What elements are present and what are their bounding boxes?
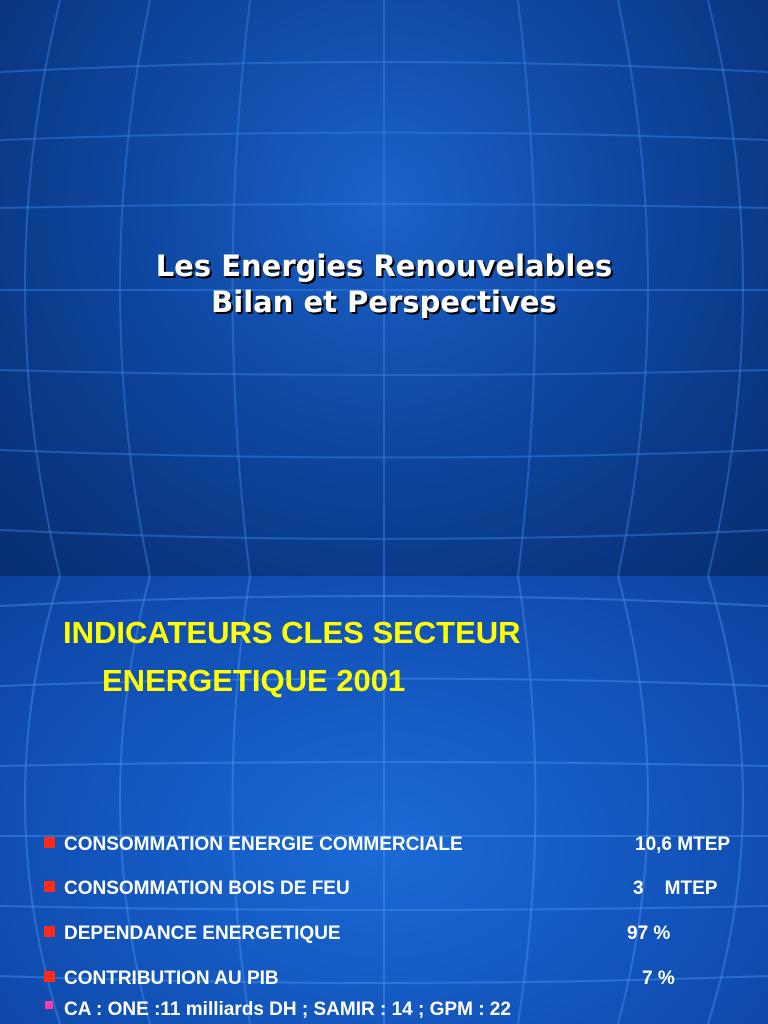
section-title-line-1: INDICATEURS CLES SECTEUR	[63, 615, 521, 650]
item-label: DEPENDANCE ENERGETIQUE	[64, 923, 341, 944]
list-item	[0, 968, 768, 994]
item-label: CA : ONE :11 milliards DH ; SAMIR : 14 ; GPM : 22	[64, 999, 511, 1020]
list-item	[0, 999, 768, 1024]
section-title-line-2: ENERGETIQUE 2001	[102, 663, 406, 698]
slide-title	[0, 248, 768, 320]
slide-2	[0, 576, 768, 1024]
item-value: 10,6 MTEP	[635, 834, 731, 855]
item-value: 97 %	[627, 923, 671, 944]
title-line-1: Les Energies Renouvelables	[155, 249, 613, 283]
list-item	[0, 923, 768, 949]
item-value: 7 %	[642, 968, 675, 989]
bullet-icon	[45, 1001, 53, 1009]
bullet-icon	[44, 837, 55, 848]
item-label: CONSOMMATION ENERGIE COMMERCIALE	[64, 834, 463, 855]
item-label: CONTRIBUTION AU PIB	[64, 968, 279, 989]
list-item	[0, 878, 768, 904]
bullet-icon	[44, 926, 55, 937]
bullet-icon	[44, 971, 55, 982]
item-value: 3 MTEP	[633, 878, 718, 899]
list-item	[0, 834, 768, 860]
title-line-2: Bilan et Perspectives	[211, 285, 557, 319]
item-label: CONSOMMATION BOIS DE FEU	[64, 878, 350, 899]
bullet-icon	[44, 881, 55, 892]
